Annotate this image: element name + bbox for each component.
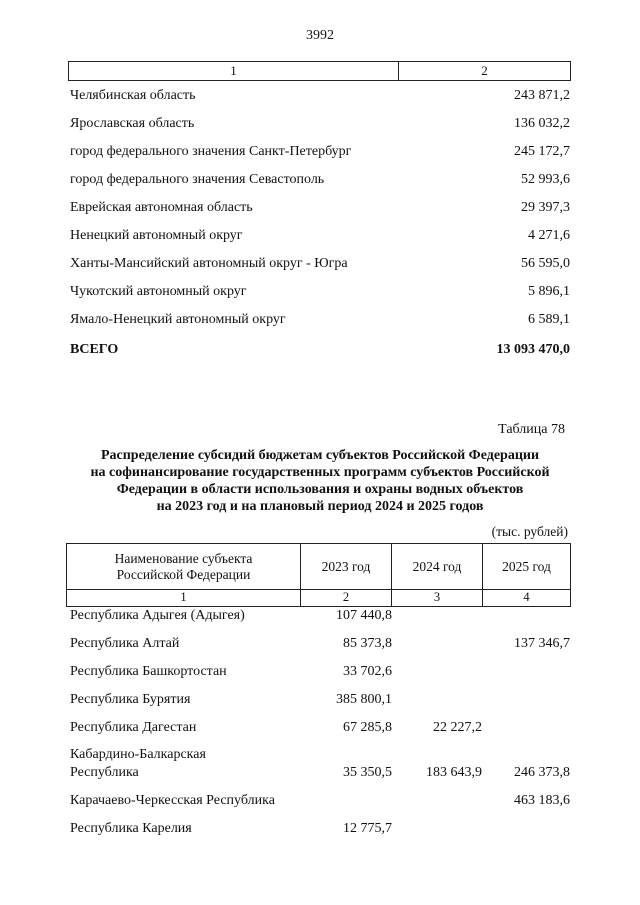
value-2025: 137 346,7 xyxy=(514,636,570,651)
header-2023: 2023 год xyxy=(301,544,392,589)
region-name: Республика Адыгея (Адыгея) xyxy=(70,608,245,623)
table-row xyxy=(70,282,570,302)
header-region-name xyxy=(67,544,301,589)
col-number-2: 2 xyxy=(301,590,392,606)
title-line: на 2023 год и на плановый период 2024 и 2025 годов xyxy=(156,499,484,514)
region-name: город федерального значения Севастополь xyxy=(70,172,325,187)
table-row xyxy=(70,310,570,330)
table1-total-row xyxy=(70,340,570,360)
table-row xyxy=(70,663,570,681)
header-2024: 2024 год xyxy=(392,544,483,589)
value-2024: 22 227,2 xyxy=(433,720,482,735)
table-row xyxy=(70,691,570,709)
table-row xyxy=(70,226,570,246)
page-number: 3992 xyxy=(306,28,334,43)
table-number: Таблица 78 xyxy=(498,422,565,437)
table2-header xyxy=(66,543,571,607)
title-line: Федерации в области использования и охраны водных объектов xyxy=(116,482,524,497)
header-name-line: Наименование субъекта xyxy=(114,550,253,566)
region-name: Республика Карелия xyxy=(70,821,192,836)
region-name-line: Кабардино-Балкарская xyxy=(70,747,206,762)
region-name: Еврейская автономная область xyxy=(70,200,253,215)
header-2025: 2025 год xyxy=(502,558,551,574)
header-name-line: Российской Федерации xyxy=(116,566,251,582)
table-title xyxy=(60,447,580,515)
region-name: Челябинская область xyxy=(70,88,196,103)
region-name: Республика Дагестан xyxy=(70,720,197,735)
table-row xyxy=(70,719,570,737)
region-value: 29 397,3 xyxy=(521,200,570,215)
value-2023: 67 285,8 xyxy=(343,720,392,735)
region-value: 52 993,6 xyxy=(521,172,570,187)
value-2025: 463 183,6 xyxy=(514,793,570,808)
table-row xyxy=(70,746,570,782)
region-name: Чукотский автономный округ xyxy=(70,284,247,299)
region-name: Ненецкий автономный округ xyxy=(70,228,243,243)
region-value: 4 271,6 xyxy=(528,228,570,243)
table-row xyxy=(70,86,570,106)
region-value: 5 896,1 xyxy=(528,284,570,299)
col-number-1: 1 xyxy=(67,590,301,606)
table-row xyxy=(70,170,570,190)
value-2023: 33 702,6 xyxy=(343,664,392,679)
table1-header xyxy=(68,61,571,81)
col-number-4: 4 xyxy=(523,590,530,604)
value-2023: 385 800,1 xyxy=(336,692,392,707)
value-2023: 85 373,8 xyxy=(343,636,392,651)
table-row xyxy=(70,607,570,625)
table-row xyxy=(70,142,570,162)
unit-label: (тыс. рублей) xyxy=(491,524,568,539)
value-2023: 35 350,5 xyxy=(343,765,392,780)
title-line: на софинансирование государственных программ субъектов Российской xyxy=(90,465,550,480)
table1-col-number-2: 2 xyxy=(481,63,488,78)
title-line: Распределение субсидий бюджетам субъектов Российской Федерации xyxy=(100,448,540,463)
table-row xyxy=(70,198,570,218)
region-value: 136 032,2 xyxy=(514,116,570,131)
region-value: 245 172,7 xyxy=(514,144,570,159)
region-value: 243 871,2 xyxy=(514,88,570,103)
region-name: город федерального значения Санкт-Петербург xyxy=(70,144,352,159)
region-value: 56 595,0 xyxy=(521,256,570,271)
region-name-line: Республика xyxy=(70,765,139,780)
table-row xyxy=(70,635,570,653)
total-value: 13 093 470,0 xyxy=(496,342,570,357)
region-name: Республика Бурятия xyxy=(70,692,191,707)
region-value: 6 589,1 xyxy=(528,312,570,327)
value-2024: 183 643,9 xyxy=(426,765,482,780)
region-name: Республика Башкортостан xyxy=(70,664,227,679)
table-row xyxy=(70,792,570,810)
value-2023: 12 775,7 xyxy=(343,821,392,836)
table-row xyxy=(70,820,570,838)
region-name: Ярославская область xyxy=(70,116,195,131)
table-row xyxy=(70,254,570,274)
table1-col-number-1: 1 xyxy=(69,62,399,80)
total-label: ВСЕГО xyxy=(70,342,119,357)
table-row xyxy=(70,114,570,134)
region-name: Карачаево-Черкесская Республика xyxy=(70,793,275,808)
region-name: Республика Алтай xyxy=(70,636,180,651)
value-2023: 107 440,8 xyxy=(336,608,392,623)
region-name: Ямало-Ненецкий автономный округ xyxy=(70,312,286,327)
region-name xyxy=(70,746,302,782)
col-number-3: 3 xyxy=(392,590,483,606)
value-2025: 246 373,8 xyxy=(514,765,570,780)
region-name: Ханты-Мансийский автономный округ - Югра xyxy=(70,256,348,271)
